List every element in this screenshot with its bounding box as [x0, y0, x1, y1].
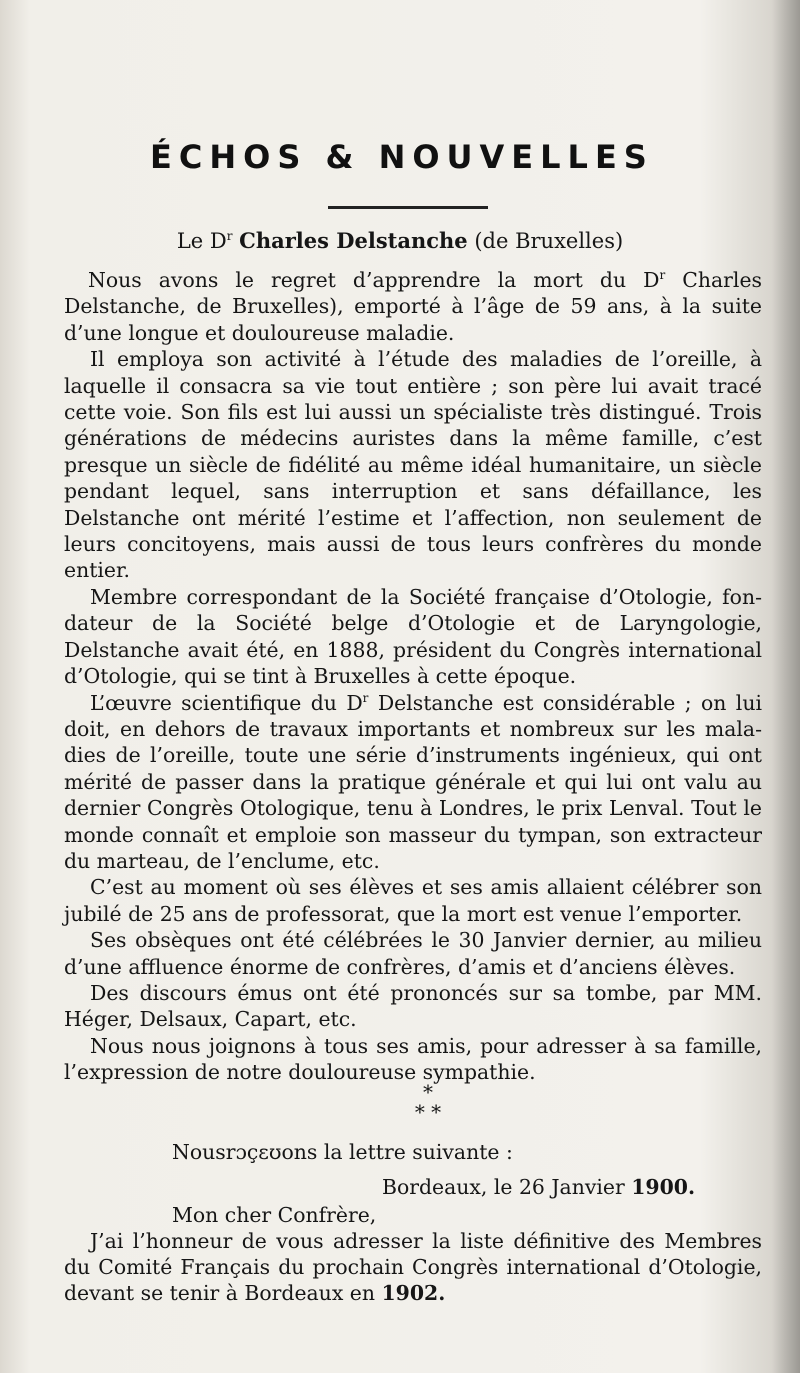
- article-title: [0, 228, 800, 253]
- title-name: Charles Delstanche: [239, 228, 468, 253]
- p4-superscript: r: [362, 690, 369, 705]
- p1-text-a: Nous avons le regret d’apprendre la mort du D: [88, 268, 660, 292]
- section-heading: ÉCHOS & NOUVELLES: [150, 138, 654, 176]
- date-year: 1900.: [631, 1175, 696, 1199]
- p1-text-b: Charles Delstanche, de Bruxelles), emporté à l’âge de 59 ans, à la suite d’une longue et douloureuse maladie.: [64, 268, 762, 345]
- asterism-top: *: [423, 1080, 433, 1104]
- p4-text-b: Delstanche est considérable ; on lui doit, en dehors de travaux importants et nombreux sur les maladies de l’oreille, toute une série d’instruments ingénieux, qui ont mérité de passer dans la pratique générale et qui lui ont valu au dernier Congrès Otologique, tenu à Londres, le prix Lenval. Tout le monde connaît et emploie son masseur du tympan, son extracteur du marteau, de l’enclume, etc.: [64, 690, 762, 873]
- paragraph-1: [64, 267, 762, 346]
- heading-rule: [328, 206, 488, 209]
- article-body: [64, 267, 762, 1086]
- letter-year: 1902.: [381, 1281, 446, 1305]
- title-superscript: r: [226, 229, 233, 243]
- paragraph-4: [64, 690, 762, 875]
- p1-superscript: r: [659, 268, 666, 283]
- paragraph-2: Il employa son activité à l’étude des maladies de l’oreille, à laquelle il consacra sa vie tout entière ; son père lui avait tracé cette voie. Son fils est lui aussi un spécialiste très distingué. Trois générations de médecins auristes dans la même famille, c’est presque un siècle de fidélité au même idéal humanitaire, un siècle pendant lequel, sans interruption et sans défaillance, les Delstanche ont mérité l’estime et l’affection, non seulement de leurs concitoyens, mais aussi de tous leurs confrères du monde entier.: [64, 347, 762, 583]
- page-shadow-edge: [772, 0, 800, 1373]
- paragraph-5: C’est au moment où ses élèves et ses amis allaient célébrer son jubilé de 25 ans de professorat, que la mort est venue l’emporter.: [64, 875, 762, 926]
- letter-intro: Nousrɔçɛʊons la lettre suivante :: [172, 1140, 513, 1164]
- letter-date: [382, 1175, 695, 1199]
- title-suffix: (de Bruxelles): [474, 229, 624, 253]
- date-text: Bordeaux, le 26 Janvier: [382, 1175, 632, 1199]
- paragraph-6: Ses obsèques ont été célébrées le 30 Janvier dernier, au milieu d’une affluence énorme de confrères, d’amis et d’anciens élèves.: [64, 928, 762, 979]
- letter-text: J’ai l’honneur de vous adresser la liste définitive des Membres du Comité Français du prochain Congrès international d’Otologie, devant se tenir à Bordeaux en: [64, 1229, 762, 1305]
- letter-paragraph: [64, 1228, 762, 1306]
- asterism-bottom: * *: [414, 1100, 442, 1124]
- paragraph-8: Nous nous joignons à tous ses amis, pour adresser à sa famille, l’expression de notre douloureuse sympathie.: [64, 1033, 762, 1085]
- letter-salutation: Mon cher Confrère,: [172, 1203, 377, 1227]
- letter-body: [64, 1228, 762, 1306]
- title-prefix: Le D: [176, 229, 227, 253]
- paragraph-3: Membre correspondant de la Société française d’Otologie, fondateur de la Société belge d’Otologie et de Laryngologie, Delstanche avait été, en 1888, président du Congrès international d’Otologie, qui se tint à Bruxelles à cette époque.: [64, 584, 762, 689]
- p4-text-a: L’œuvre scientifique du D: [90, 690, 363, 715]
- asterism-separator: [0, 1082, 800, 1122]
- paragraph-7: Des discours émus ont été prononcés sur sa tombe, par MM. Héger, Delsaux, Capart, etc.: [64, 980, 762, 1032]
